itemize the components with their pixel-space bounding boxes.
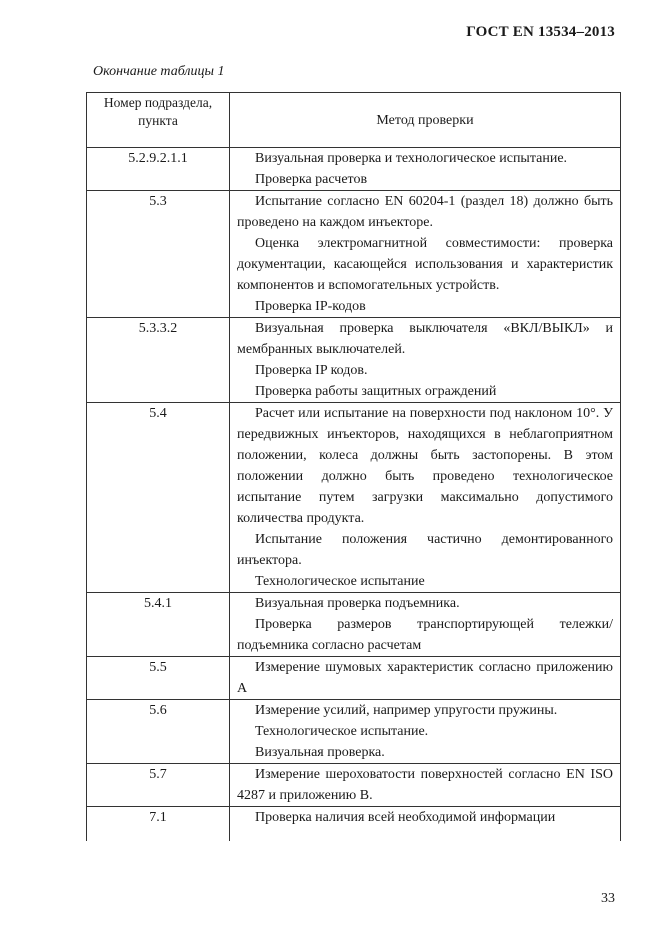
method-paragraph: Технологическое испытание	[255, 574, 425, 589]
method-paragraph: Технологическое испытание.	[255, 724, 429, 739]
verification-table	[86, 92, 621, 841]
method-cell	[230, 148, 621, 191]
method-cell	[230, 593, 621, 657]
method-paragraph: Проверка наличия всей необходимой информации	[255, 810, 556, 825]
table-row	[87, 657, 621, 700]
section-number-cell: 5.4.1	[87, 593, 230, 657]
method-paragraph: Визуальная проверка.	[255, 745, 385, 760]
table-body	[87, 148, 621, 842]
table-row	[87, 191, 621, 318]
table-row	[87, 593, 621, 657]
table-row	[87, 148, 621, 191]
method-paragraph: Расчет или испытание на поверхности под наклоном 10°. У передвижных инъекторов, находящихся в неблагоприятном положении, колеса должны быть застопорены. В этом положении должно быть проведено технологическое испытание путем загрузки максимально допустимого количества продукта.	[237, 406, 613, 526]
method-paragraph: Проверка размеров транспортирующей тележки/подъемника согласно расчетам	[237, 617, 613, 653]
method-paragraph: Визуальная проверка выключателя «ВКЛ/ВЫКЛ» и мембранных выключателей.	[237, 321, 613, 357]
section-number-cell: 5.6	[87, 700, 230, 764]
method-paragraph: Измерение шероховатости поверхностей согласно EN ISO 4287 и приложению В.	[237, 767, 613, 803]
method-paragraph: Испытание положения частично демонтированного инъектора.	[237, 532, 613, 568]
method-cell	[230, 807, 621, 842]
method-paragraph: Измерение шумовых характеристик согласно приложению А	[237, 660, 613, 696]
method-cell	[230, 318, 621, 403]
method-cell	[230, 657, 621, 700]
method-paragraph: Визуальная проверка и технологическое испытание.	[255, 151, 568, 166]
section-number-cell: 5.3.3.2	[87, 318, 230, 403]
section-number-cell: 5.2.9.2.1.1	[87, 148, 230, 191]
section-number-cell: 5.4	[87, 403, 230, 593]
method-paragraph: Проверка работы защитных ограждений	[255, 384, 497, 399]
header-method: Метод проверки	[230, 93, 621, 148]
table-caption: Окончание таблицы 1	[93, 64, 225, 79]
method-cell	[230, 764, 621, 807]
table-row	[87, 318, 621, 403]
header-section-number: Номер подраздела, пункта	[87, 93, 230, 148]
method-cell	[230, 191, 621, 318]
document-code: ГОСТ EN 13534–2013	[466, 24, 615, 40]
table-row	[87, 403, 621, 593]
table-row	[87, 807, 621, 842]
section-number-cell: 5.5	[87, 657, 230, 700]
section-number-cell: 5.3	[87, 191, 230, 318]
section-number-cell: 5.7	[87, 764, 230, 807]
method-paragraph: Испытание согласно EN 60204-1 (раздел 18) должно быть проведено на каждом инъекторе.	[237, 194, 613, 230]
method-paragraph: Визуальная проверка подъемника.	[255, 596, 460, 611]
method-cell	[230, 403, 621, 593]
method-paragraph: Измерение усилий, например упругости пружины.	[255, 703, 558, 718]
table-row	[87, 764, 621, 807]
table-row	[87, 700, 621, 764]
method-paragraph: Проверка расчетов	[255, 172, 368, 187]
method-paragraph: Проверка IP кодов.	[255, 363, 368, 378]
method-paragraph: Проверка IP-кодов	[255, 299, 366, 314]
method-paragraph: Оценка электромагнитной совместимости: проверка документации, касающейся использования и характеристик компонентов и вспомогательных устройств.	[237, 236, 613, 293]
method-cell	[230, 700, 621, 764]
section-number-cell: 7.1	[87, 807, 230, 842]
table-header-row	[87, 93, 621, 148]
page-number: 33	[601, 891, 615, 906]
